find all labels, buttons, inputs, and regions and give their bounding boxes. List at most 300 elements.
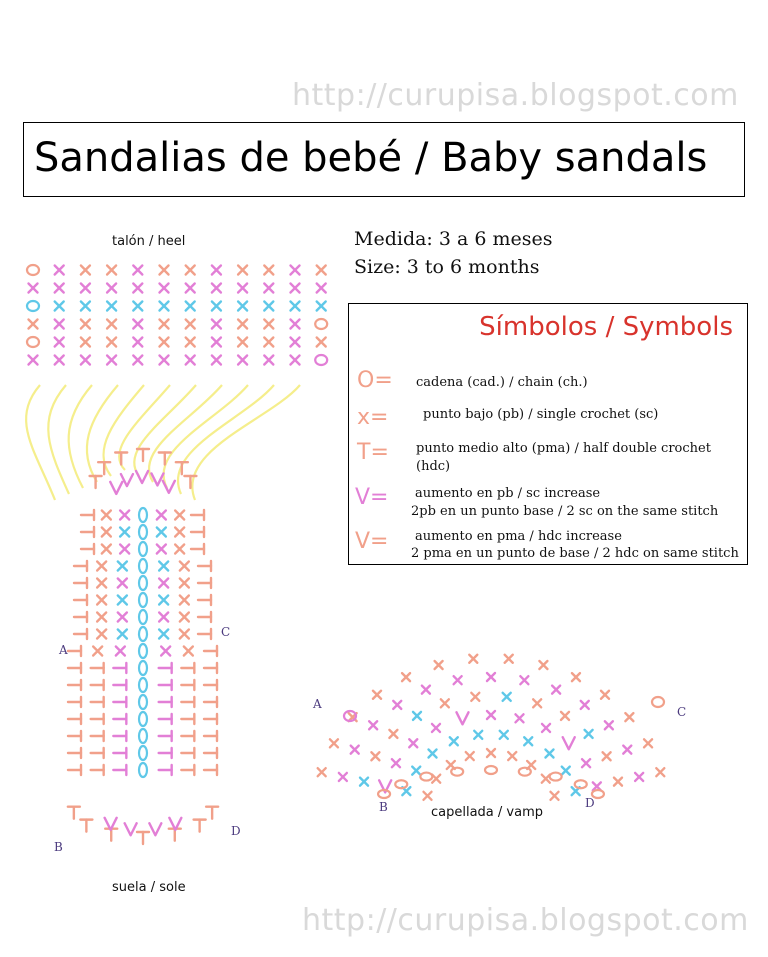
sc-stitch-mark — [159, 562, 168, 571]
sc-stitch-mark — [469, 655, 477, 663]
chain-stitch-mark — [139, 695, 147, 709]
sc-stitch-mark — [55, 320, 64, 329]
sc-stitch-mark — [524, 737, 532, 745]
sc-stitch-mark — [505, 655, 513, 663]
sc-stitch-mark — [351, 746, 359, 754]
chain-stitch-mark — [519, 768, 531, 776]
sc-stitch-mark — [212, 284, 221, 293]
hdc-stitch-mark — [198, 578, 211, 588]
sc-stitch-mark — [102, 528, 111, 537]
sc-stitch-mark — [186, 338, 195, 347]
chain-stitch-mark — [315, 355, 327, 365]
hdc-stitch-mark — [204, 731, 217, 741]
sc-stitch-mark — [392, 759, 400, 767]
sc-stitch-mark — [133, 320, 142, 329]
sc-stitch-mark — [264, 320, 273, 329]
hdc-stitch-mark — [181, 714, 194, 724]
chain-stitch-mark — [315, 319, 327, 329]
sc-stitch-mark — [264, 266, 273, 275]
hdc-stitch-mark — [91, 731, 104, 741]
sc-stitch-mark — [81, 338, 90, 347]
sc-stitch-mark — [542, 724, 550, 732]
chain-stitch-mark — [485, 766, 497, 774]
hdc-stitch-mark — [204, 714, 217, 724]
sc-stitch-mark — [118, 579, 127, 588]
hdc-stitch-mark — [181, 663, 194, 673]
sc-stitch-mark — [102, 511, 111, 520]
hdc-symbol-icon: T= — [357, 440, 389, 465]
size-spanish: Medida: 3 a 6 meses — [354, 228, 553, 250]
hdc-stitch-mark — [74, 595, 87, 605]
sc-stitch-mark — [264, 284, 273, 293]
sc-stitch-mark — [160, 284, 169, 293]
sc-stitch-mark — [623, 746, 631, 754]
hdc-stitch-mark — [91, 680, 104, 690]
hdc-stitch-mark — [191, 510, 204, 520]
sc-stitch-mark — [160, 356, 169, 365]
sc-stitch-mark — [133, 302, 142, 311]
sc-stitch-mark — [118, 630, 127, 639]
sc-stitch-mark — [81, 320, 90, 329]
hdc-stitch-mark — [68, 714, 81, 724]
sc-stitch-mark — [159, 630, 168, 639]
hdc-stitch-mark — [159, 714, 172, 724]
sc-stitch-mark — [118, 562, 127, 571]
hdc-stitch-mark — [181, 680, 194, 690]
hdc-increase-symbol-icon: V= — [355, 529, 389, 554]
sc-stitch-mark — [175, 511, 184, 520]
hdc-stitch-mark — [80, 820, 92, 832]
hdc-stitch-mark — [113, 714, 126, 724]
sc-stitch-mark — [55, 302, 64, 311]
sc-stitch-mark — [93, 647, 102, 656]
page-title: Sandalias de bebé / Baby sandals — [34, 135, 708, 181]
sc-stitch-mark — [435, 661, 443, 669]
sc-stitch-mark — [552, 686, 560, 694]
heel-stitches — [27, 265, 327, 365]
increase-stitch-mark — [121, 474, 133, 486]
legend-sc-increase-label-2: 2pb en un punto base / 2 sc on the same stitch — [411, 504, 719, 519]
sc-stitch-mark — [157, 528, 166, 537]
sc-stitch-mark — [29, 356, 38, 365]
sc-stitch-mark — [601, 691, 609, 699]
sc-stitch-mark — [118, 596, 127, 605]
sc-stitch-mark — [107, 266, 116, 275]
sc-stitch-mark — [186, 320, 195, 329]
sc-stitch-mark — [133, 356, 142, 365]
hdc-stitch-mark — [204, 680, 217, 690]
sc-stitch-mark — [291, 302, 300, 311]
hdc-stitch-mark — [81, 544, 94, 554]
hdc-stitch-mark — [113, 748, 126, 758]
increase-stitch-mark — [136, 471, 148, 483]
legend-hdc-increase-label-2: 2 pma en un punto de base / 2 hdc on same stitch — [411, 546, 739, 561]
hdc-stitch-mark — [159, 731, 172, 741]
increase-stitch-mark — [563, 737, 575, 749]
chain-stitch-mark — [139, 593, 147, 607]
sc-stitch-mark — [487, 711, 495, 719]
strap-strand — [87, 385, 118, 482]
sc-stitch-mark — [339, 773, 347, 781]
legend-title: Símbolos / Symbols — [479, 312, 733, 342]
sole-stitches — [68, 449, 218, 844]
sc-stitch-mark — [102, 545, 111, 554]
sc-stitch-mark — [432, 775, 440, 783]
hdc-stitch-mark — [181, 731, 194, 741]
sc-stitch-mark — [55, 266, 64, 275]
chain-stitch-mark — [652, 697, 664, 707]
hdc-stitch-mark — [68, 663, 81, 673]
vamp-corner-b: B — [379, 800, 388, 814]
sc-stitch-mark — [487, 673, 495, 681]
sc-stitch-mark — [572, 673, 580, 681]
sc-stitch-mark — [317, 284, 326, 293]
sc-stitch-mark — [318, 768, 326, 776]
hdc-stitch-mark — [91, 663, 104, 673]
sc-stitch-mark — [120, 528, 129, 537]
sc-stitch-mark — [412, 767, 420, 775]
sc-stitch-mark — [212, 338, 221, 347]
sc-stitch-mark — [550, 792, 558, 800]
chain-symbol-icon: O= — [357, 368, 393, 393]
hdc-stitch-mark — [81, 527, 94, 537]
chain-stitch-mark — [139, 763, 147, 777]
hdc-stitch-mark — [159, 748, 172, 758]
sc-stitch-mark — [107, 284, 116, 293]
sc-stitch-mark — [81, 284, 90, 293]
sc-stitch-mark — [107, 356, 116, 365]
sc-stitch-mark — [503, 693, 511, 701]
chain-stitch-mark — [139, 576, 147, 590]
sc-stitch-mark — [369, 721, 377, 729]
sc-stitch-mark — [186, 302, 195, 311]
hdc-stitch-mark — [191, 527, 204, 537]
sc-stitch-mark — [133, 338, 142, 347]
sc-stitch-mark — [180, 630, 189, 639]
sc-stitch-mark — [212, 356, 221, 365]
sc-stitch-mark — [55, 338, 64, 347]
strap-strand — [48, 385, 69, 494]
hdc-stitch-mark — [198, 629, 211, 639]
sc-stitch-mark — [29, 320, 38, 329]
sc-stitch-mark — [116, 647, 125, 656]
hdc-stitch-mark — [113, 680, 126, 690]
sole-corner-c: C — [221, 625, 231, 639]
sc-stitch-mark — [454, 676, 462, 684]
watermark-top: http://curupisa.blogspot.com — [292, 78, 739, 113]
hdc-stitch-mark — [137, 449, 149, 461]
chain-stitch-mark — [139, 525, 147, 539]
hdc-stitch-mark — [68, 680, 81, 690]
strap-strand — [119, 385, 170, 470]
sc-stitch-mark — [133, 284, 142, 293]
sc-stitch-mark — [238, 284, 247, 293]
sc-stitch-mark — [107, 338, 116, 347]
chain-stitch-mark — [550, 773, 562, 781]
sole-corner-a: A — [59, 643, 68, 657]
hdc-stitch-mark — [137, 832, 149, 844]
sc-stitch-mark — [371, 752, 379, 760]
strap-strand — [192, 385, 300, 500]
sc-stitch-mark — [238, 356, 247, 365]
sc-stitch-mark — [429, 750, 437, 758]
sc-stitch-mark — [424, 792, 432, 800]
sc-stitch-mark — [582, 759, 590, 767]
hdc-stitch-mark — [181, 697, 194, 707]
sc-stitch-mark — [441, 699, 449, 707]
hdc-stitch-mark — [74, 578, 87, 588]
hdc-stitch-mark — [91, 765, 104, 775]
sc-stitch-mark — [180, 596, 189, 605]
sc-stitch-mark — [520, 676, 528, 684]
sc-stitch-mark — [625, 713, 633, 721]
hdc-stitch-mark — [159, 765, 172, 775]
sc-stitch-mark — [55, 284, 64, 293]
sc-stitch-mark — [360, 778, 368, 786]
sc-stitch-mark — [474, 731, 482, 739]
sc-stitch-mark — [238, 302, 247, 311]
hdc-stitch-mark — [206, 807, 218, 819]
sc-stitch-mark — [212, 266, 221, 275]
hdc-stitch-mark — [113, 765, 126, 775]
sc-increase-symbol-icon: V= — [355, 485, 389, 510]
sc-stitch-mark — [605, 721, 613, 729]
hdc-stitch-mark — [113, 731, 126, 741]
hdc-stitch-mark — [204, 646, 217, 656]
sc-stitch-mark — [450, 737, 458, 745]
hdc-stitch-mark — [191, 544, 204, 554]
sc-stitch-mark — [291, 338, 300, 347]
sc-stitch-mark — [317, 266, 326, 275]
hdc-stitch-mark — [181, 765, 194, 775]
sc-stitch-mark — [157, 511, 166, 520]
hdc-stitch-mark — [159, 663, 172, 673]
sc-stitch-mark — [264, 356, 273, 365]
heel-caption: talón / heel — [112, 234, 186, 249]
hdc-stitch-mark — [198, 561, 211, 571]
sole-caption: suela / sole — [112, 880, 186, 895]
chain-stitch-mark — [139, 542, 147, 556]
sc-stitch-mark — [585, 730, 593, 738]
sc-stitch-mark — [107, 320, 116, 329]
hdc-stitch-mark — [68, 646, 81, 656]
sc-stitch-mark — [186, 284, 195, 293]
sc-stitch-mark — [581, 701, 589, 709]
hdc-stitch-mark — [68, 748, 81, 758]
hdc-stitch-mark — [204, 748, 217, 758]
sc-stitch-mark — [515, 714, 523, 722]
hdc-stitch-mark — [204, 765, 217, 775]
sc-stitch-mark — [264, 302, 273, 311]
sc-stitch-mark — [508, 752, 516, 760]
sc-stitch-mark — [291, 284, 300, 293]
sc-stitch-mark — [180, 613, 189, 622]
sc-stitch-mark — [238, 338, 247, 347]
sc-stitch-mark — [389, 730, 397, 738]
legend-chain-label: cadena (cad.) / chain (ch.) — [416, 375, 588, 390]
sc-stitch-mark — [603, 752, 611, 760]
chain-stitch-mark — [139, 746, 147, 760]
sc-stitch-mark — [238, 320, 247, 329]
sc-stitch-mark — [159, 579, 168, 588]
sc-stitch-mark — [291, 320, 300, 329]
sc-stitch-mark — [133, 266, 142, 275]
hdc-stitch-mark — [91, 697, 104, 707]
sc-stitch-mark — [97, 596, 106, 605]
sc-stitch-mark — [635, 773, 643, 781]
vamp-corner-c: C — [677, 705, 687, 719]
sc-stitch-mark — [29, 284, 38, 293]
chain-stitch-mark — [27, 301, 39, 311]
sc-stitch-mark — [533, 699, 541, 707]
sc-stitch-mark — [656, 768, 664, 776]
sc-stitch-mark — [264, 338, 273, 347]
chain-stitch-mark — [139, 559, 147, 573]
single-crochet-symbol-icon: x= — [357, 405, 389, 430]
sc-stitch-mark — [542, 775, 550, 783]
sc-stitch-mark — [291, 266, 300, 275]
chain-stitch-mark — [139, 610, 147, 624]
sc-stitch-mark — [180, 562, 189, 571]
vamp-caption: capellada / vamp — [431, 805, 543, 820]
sc-stitch-mark — [97, 630, 106, 639]
hdc-stitch-mark — [74, 629, 87, 639]
sc-stitch-mark — [471, 693, 479, 701]
sc-stitch-mark — [393, 701, 401, 709]
sc-stitch-mark — [175, 545, 184, 554]
sc-stitch-mark — [330, 739, 338, 747]
hdc-stitch-mark — [74, 612, 87, 622]
sc-stitch-mark — [157, 545, 166, 554]
sc-stitch-mark — [466, 752, 474, 760]
sc-stitch-mark — [55, 356, 64, 365]
chain-stitch-mark — [139, 627, 147, 641]
chain-stitch-mark — [27, 337, 39, 347]
sc-stitch-mark — [373, 691, 381, 699]
sc-stitch-mark — [160, 320, 169, 329]
increase-stitch-mark — [457, 712, 469, 724]
sc-stitch-mark — [97, 613, 106, 622]
hdc-stitch-mark — [90, 476, 102, 488]
vamp-corner-d: D — [585, 796, 595, 810]
sc-stitch-mark — [238, 266, 247, 275]
size-english: Size: 3 to 6 months — [354, 256, 540, 278]
hdc-stitch-mark — [115, 452, 127, 464]
increase-stitch-mark — [163, 481, 175, 493]
sc-stitch-mark — [500, 731, 508, 739]
sc-stitch-mark — [539, 661, 547, 669]
sc-stitch-mark — [97, 562, 106, 571]
sc-stitch-mark — [562, 767, 570, 775]
sc-stitch-mark — [107, 302, 116, 311]
sc-stitch-mark — [81, 302, 90, 311]
sc-stitch-mark — [432, 724, 440, 732]
chain-stitch-mark — [139, 729, 147, 743]
sc-stitch-mark — [614, 778, 622, 786]
chain-stitch-mark — [139, 678, 147, 692]
chain-stitch-mark — [139, 661, 147, 675]
sc-stitch-mark — [161, 647, 170, 656]
sc-stitch-mark — [487, 749, 495, 757]
hdc-stitch-mark — [68, 765, 81, 775]
hdc-stitch-mark — [198, 612, 211, 622]
hdc-stitch-mark — [81, 510, 94, 520]
sc-stitch-mark — [422, 686, 430, 694]
hdc-stitch-mark — [91, 714, 104, 724]
hdc-stitch-mark — [176, 462, 188, 474]
sc-stitch-mark — [118, 613, 127, 622]
vamp-stitches — [318, 655, 665, 800]
chain-stitch-mark — [451, 768, 463, 776]
hdc-stitch-mark — [113, 663, 126, 673]
sc-stitch-mark — [212, 320, 221, 329]
hdc-stitch-mark — [91, 748, 104, 758]
chain-stitch-mark — [420, 773, 432, 781]
sc-stitch-mark — [186, 356, 195, 365]
sc-stitch-mark — [120, 511, 129, 520]
sc-stitch-mark — [160, 266, 169, 275]
hdc-stitch-mark — [198, 595, 211, 605]
sc-stitch-mark — [644, 739, 652, 747]
hdc-stitch-mark — [194, 820, 206, 832]
legend-hdc-increase-label: aumento en pma / hdc increase — [415, 529, 622, 544]
sc-stitch-mark — [409, 739, 417, 747]
sc-stitch-mark — [81, 356, 90, 365]
hdc-stitch-mark — [74, 561, 87, 571]
sc-stitch-mark — [180, 579, 189, 588]
sc-stitch-mark — [97, 579, 106, 588]
sc-stitch-mark — [159, 613, 168, 622]
legend-hdc-label-2: (hdc) — [416, 459, 451, 474]
sc-stitch-mark — [212, 302, 221, 311]
sc-stitch-mark — [159, 596, 168, 605]
increase-stitch-mark — [125, 823, 137, 835]
sc-stitch-mark — [317, 338, 326, 347]
sc-stitch-mark — [402, 673, 410, 681]
sc-stitch-mark — [317, 302, 326, 311]
increase-stitch-mark — [149, 823, 161, 835]
sc-stitch-mark — [545, 750, 553, 758]
hdc-stitch-mark — [68, 731, 81, 741]
sole-corner-d: D — [231, 824, 241, 838]
hdc-stitch-mark — [204, 697, 217, 707]
chain-stitch-mark — [27, 265, 39, 275]
chain-stitch-mark — [139, 644, 147, 658]
sc-stitch-mark — [186, 266, 195, 275]
sc-stitch-mark — [561, 712, 569, 720]
increase-stitch-mark — [151, 473, 163, 485]
sc-stitch-mark — [175, 528, 184, 537]
sc-stitch-mark — [160, 302, 169, 311]
hdc-stitch-mark — [113, 697, 126, 707]
sc-stitch-mark — [120, 545, 129, 554]
sole-corner-b: B — [54, 840, 63, 854]
hdc-stitch-mark — [181, 748, 194, 758]
sc-stitch-mark — [291, 356, 300, 365]
chain-stitch-mark — [139, 712, 147, 726]
hdc-stitch-mark — [68, 697, 81, 707]
chain-stitch-mark — [139, 508, 147, 522]
sc-stitch-mark — [184, 647, 193, 656]
sc-stitch-mark — [81, 266, 90, 275]
hdc-stitch-mark — [159, 697, 172, 707]
watermark-bottom: http://curupisa.blogspot.com — [302, 903, 749, 938]
hdc-stitch-mark — [68, 807, 80, 819]
vamp-corner-a: A — [313, 697, 322, 711]
increase-stitch-mark — [110, 482, 122, 494]
hdc-stitch-mark — [159, 680, 172, 690]
legend-hdc-label: punto medio alto (pma) / half double crochet — [416, 441, 711, 456]
